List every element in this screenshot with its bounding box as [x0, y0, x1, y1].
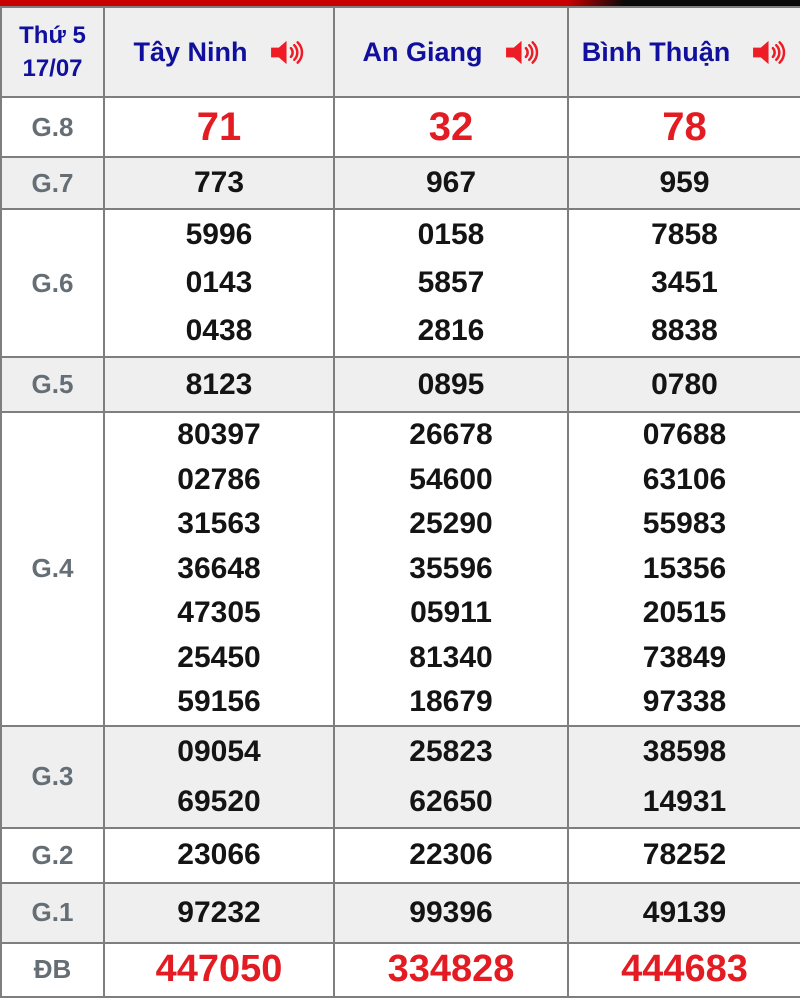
- result-number: 25290: [409, 507, 493, 540]
- result-cell-g7-province-0: [104, 157, 334, 209]
- result-cell-g1-province-0: [104, 883, 334, 943]
- result-cell-g3-province-0: [104, 726, 334, 828]
- result-number: 0895: [417, 367, 485, 401]
- prize-label-g8: G.8: [1, 97, 104, 157]
- result-cell-g6-province-2: [568, 209, 800, 357]
- result-number: 99396: [409, 895, 493, 929]
- prize-label-g4: G.4: [1, 412, 104, 726]
- result-cell-g4-province-0: [104, 412, 334, 726]
- result-number: 80397: [177, 418, 261, 451]
- result-number: 47305: [177, 596, 261, 629]
- result-number: 78252: [642, 838, 727, 872]
- prize-label-g2: G.2: [1, 828, 104, 883]
- result-number: 97232: [177, 895, 261, 929]
- result-number: 447050: [155, 947, 283, 990]
- prize-row-g3: [1, 726, 800, 828]
- result-number: 0158: [417, 218, 485, 251]
- prize-row-g8: [1, 97, 800, 157]
- result-cell-g8-province-1: [334, 97, 568, 157]
- prize-label-g7: G.7: [1, 157, 104, 209]
- result-number: 49139: [642, 895, 727, 929]
- result-number: 32: [428, 105, 474, 149]
- result-cell-g1-province-1: [334, 883, 568, 943]
- result-number: 2816: [417, 314, 485, 347]
- result-number: 14931: [642, 784, 727, 818]
- draw-date-cell: [1, 7, 104, 97]
- result-number: 20515: [642, 596, 727, 629]
- province-name: An Giang: [362, 36, 483, 67]
- result-number: 15356: [642, 551, 727, 585]
- result-cell-g6-province-0: [104, 209, 334, 357]
- result-number: 5996: [185, 218, 253, 251]
- result-number: 31563: [177, 507, 261, 540]
- prize-label-g6: G.6: [1, 209, 104, 357]
- result-number: 36648: [177, 551, 261, 585]
- result-number: 59156: [177, 685, 261, 718]
- result-number: 97338: [642, 685, 727, 718]
- result-number: 22306: [409, 838, 493, 872]
- prize-label-g5: G.5: [1, 357, 104, 412]
- result-cell-g4-province-1: [334, 412, 568, 726]
- speaker-icon[interactable]: [505, 38, 540, 67]
- prize-row-g5: [1, 357, 800, 412]
- result-number: 967: [425, 166, 477, 200]
- prize-row-g7: [1, 157, 800, 209]
- result-cell-db-province-2: [568, 943, 800, 997]
- result-number: 0780: [651, 367, 718, 401]
- result-cell-g5-province-0: [104, 357, 334, 412]
- result-number: 25450: [177, 640, 261, 674]
- result-cell-g1-province-2: [568, 883, 800, 943]
- result-number: 63106: [642, 462, 727, 496]
- speaker-icon[interactable]: [270, 38, 305, 67]
- province-name: Bình Thuận: [581, 36, 731, 67]
- result-cell-g2-province-1: [334, 828, 568, 883]
- result-number: 5857: [417, 266, 485, 299]
- result-number: 73849: [642, 640, 727, 674]
- result-number: 09054: [177, 734, 261, 768]
- result-cell-g7-province-2: [568, 157, 800, 209]
- result-number: 7858: [651, 218, 718, 251]
- prize-row-g4: [1, 412, 800, 726]
- result-cell-g4-province-2: [568, 412, 800, 726]
- result-cell-g3-province-2: [568, 726, 800, 828]
- draw-weekday: Thứ 5: [19, 22, 86, 49]
- result-cell-g7-province-1: [334, 157, 568, 209]
- result-number: 78: [662, 105, 707, 149]
- province-header-tay-ninh: [104, 7, 334, 97]
- province-header-an-giang: [334, 7, 568, 97]
- province-header-binh-thuan: [568, 7, 800, 97]
- prize-row-db: [1, 943, 800, 997]
- result-number: 444683: [621, 947, 748, 990]
- prize-label-db: ĐB: [1, 943, 104, 997]
- draw-date: 17/07: [22, 55, 83, 82]
- result-number: 07688: [642, 418, 727, 451]
- result-cell-g8-province-0: [104, 97, 334, 157]
- header-row: [1, 7, 800, 97]
- result-cell-g3-province-1: [334, 726, 568, 828]
- result-number: 959: [659, 166, 710, 200]
- lottery-results-table: [0, 6, 800, 998]
- result-number: 38598: [642, 734, 727, 768]
- result-number: 25823: [409, 734, 493, 768]
- result-number: 35596: [409, 551, 493, 585]
- prize-label-g1: G.1: [1, 883, 104, 943]
- result-number: 71: [196, 105, 242, 149]
- result-cell-g2-province-2: [568, 828, 800, 883]
- speaker-icon[interactable]: [752, 38, 787, 67]
- result-number: 55983: [642, 507, 727, 540]
- prize-row-g2: [1, 828, 800, 883]
- results-body: [1, 97, 800, 997]
- result-number: 69520: [177, 784, 261, 818]
- result-number: 23066: [177, 838, 261, 872]
- result-cell-db-province-0: [104, 943, 334, 997]
- result-number: 3451: [651, 266, 718, 299]
- result-cell-g5-province-1: [334, 357, 568, 412]
- result-number: 0438: [185, 314, 253, 347]
- result-number: 8123: [185, 367, 253, 401]
- result-number: 02786: [177, 462, 261, 496]
- prize-row-g1: [1, 883, 800, 943]
- prize-row-g6: [1, 209, 800, 357]
- result-cell-g6-province-1: [334, 209, 568, 357]
- result-number: 81340: [409, 640, 493, 674]
- province-name: Tây Ninh: [133, 36, 248, 67]
- result-cell-g5-province-2: [568, 357, 800, 412]
- prize-label-g3: G.3: [1, 726, 104, 828]
- result-number: 54600: [409, 462, 493, 496]
- result-cell-g2-province-0: [104, 828, 334, 883]
- result-cell-g8-province-2: [568, 97, 800, 157]
- result-number: 8838: [651, 314, 718, 347]
- result-number: 05911: [410, 596, 492, 629]
- result-number: 0143: [185, 266, 253, 299]
- result-number: 773: [193, 166, 245, 200]
- result-number: 62650: [409, 784, 493, 818]
- result-number: 334828: [387, 947, 515, 990]
- result-number: 26678: [409, 418, 493, 451]
- result-cell-db-province-1: [334, 943, 568, 997]
- result-number: 18679: [409, 685, 493, 718]
